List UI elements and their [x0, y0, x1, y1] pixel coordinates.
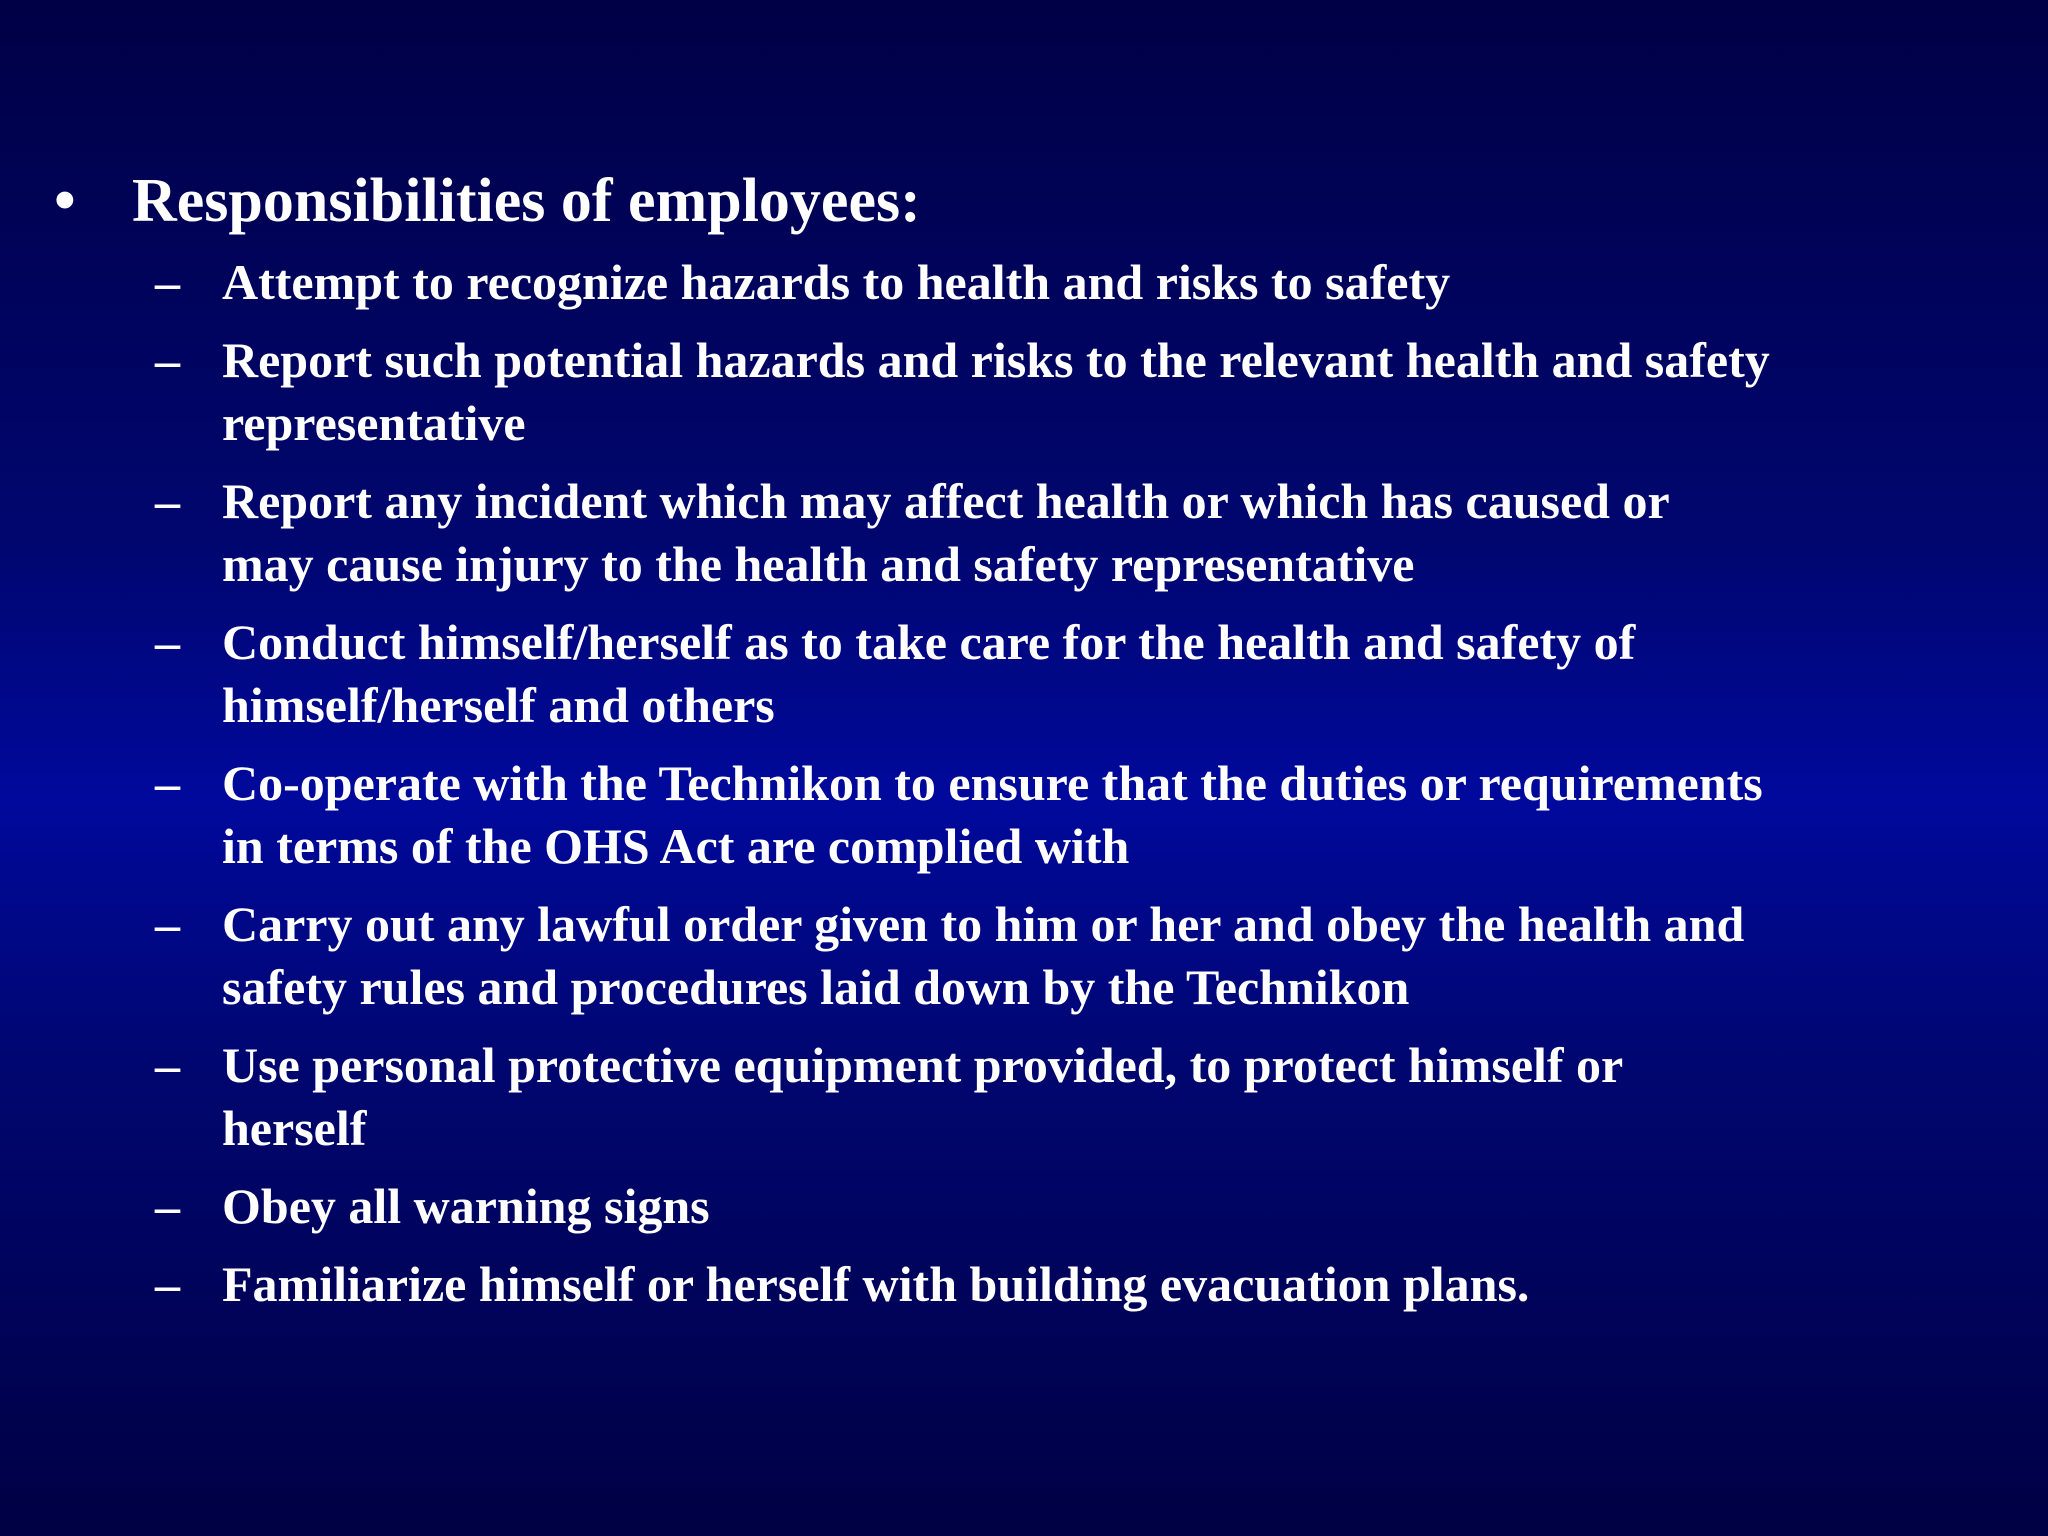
dash-marker: – [155, 896, 180, 952]
list-item-text: may cause injury to the health and safety representative [222, 536, 1415, 592]
list-item-text: Report such potential hazards and risks to the relevant health and safety [222, 332, 1770, 388]
list-item-text: Use personal protective equipment provided, to protect himself or [222, 1037, 1624, 1093]
list-item [155, 752, 2005, 878]
dash-marker: – [155, 473, 180, 529]
list-item [155, 611, 2005, 737]
dash-marker: – [155, 1256, 180, 1312]
list-item-text: representative [222, 395, 526, 451]
list-item-text: in terms of the OHS Act are complied with [222, 818, 1130, 874]
list-item-text: Co-operate with the Technikon to ensure that the duties or requirements [222, 755, 1763, 811]
list-item-text: Conduct himself/herself as to take care for the health and safety of [222, 614, 1636, 670]
list-item [155, 1034, 2005, 1160]
list-item [155, 1175, 2005, 1238]
dash-marker: – [155, 755, 180, 811]
dash-marker: – [155, 1178, 180, 1234]
list-item-text: safety rules and procedures laid down by the Technikon [222, 959, 1410, 1015]
dash-marker: – [155, 332, 180, 388]
list-item [155, 893, 2005, 1019]
list-item-text: Carry out any lawful order given to him or her and obey the health and [222, 896, 1745, 952]
list-item-text: herself [222, 1100, 367, 1156]
bullet-marker: • [54, 167, 76, 235]
list-item [155, 251, 2005, 314]
list-item [155, 470, 2005, 596]
slide-heading: Responsibilities of employees: [132, 167, 921, 235]
dash-marker: – [155, 254, 180, 310]
list-item-text: Familiarize himself or herself with building evacuation plans. [222, 1256, 1530, 1312]
list-item [155, 329, 2005, 455]
responsibility-list [155, 251, 2005, 1331]
dash-marker: – [155, 1037, 180, 1093]
list-item-text: Obey all warning signs [222, 1178, 710, 1234]
list-item-text: Attempt to recognize hazards to health and risks to safety [222, 254, 1451, 310]
list-item [155, 1253, 2005, 1316]
list-item-text: himself/herself and others [222, 677, 775, 733]
dash-marker: – [155, 614, 180, 670]
list-item-text: Report any incident which may affect health or which has caused or [222, 473, 1670, 529]
